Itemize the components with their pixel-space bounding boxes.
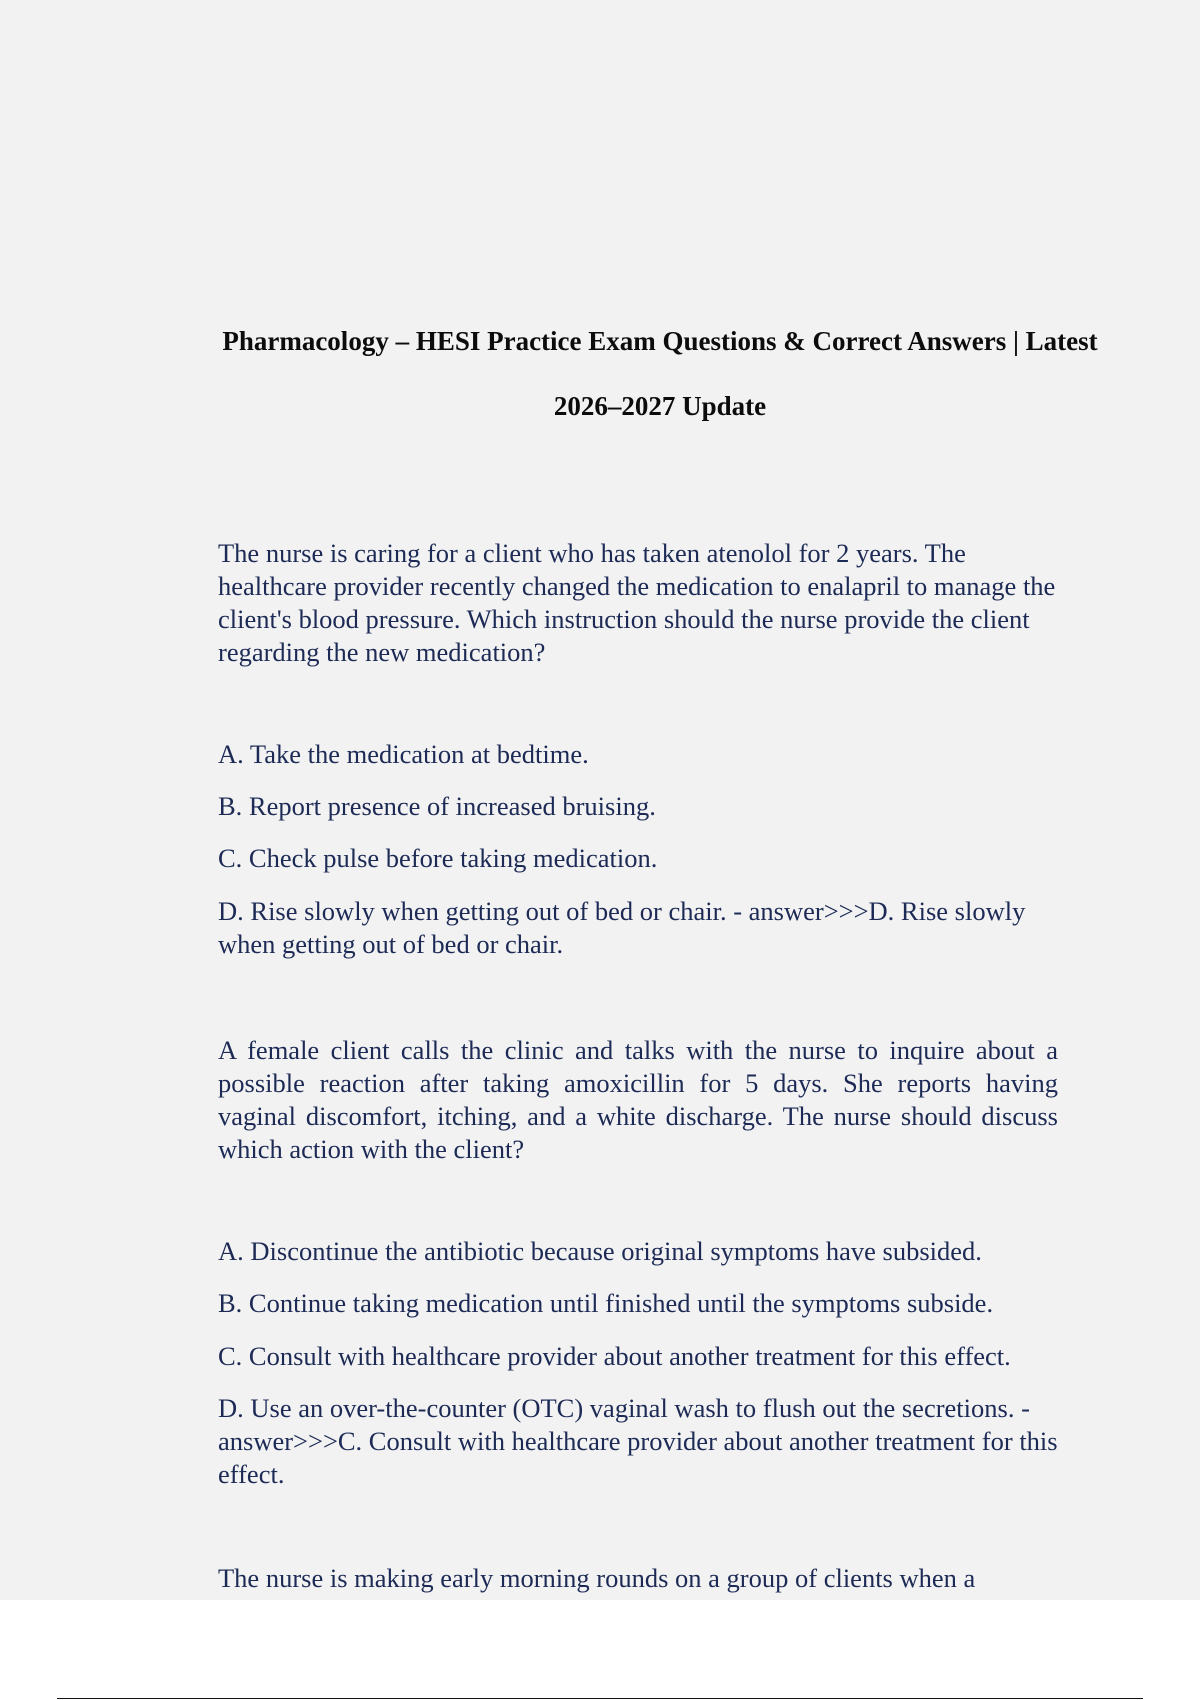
question-1-stem: The nurse is caring for a client who has taken atenolol for 2 years. The healthcare provider recently changed the medication to enalapril to manage the client's blood pressure. Which instruction should the nurse provide the client regarding the new medication?	[218, 538, 1056, 667]
question-1-option-a: A. Take the medication at bedtime.	[218, 739, 589, 769]
question-2-option-b: B. Continue taking medication until finished until the symptoms subside.	[218, 1288, 994, 1318]
question-2-option-c: C. Consult with healthcare provider about another treatment for this effect.	[218, 1341, 1011, 1371]
question-1-option-c: C. Check pulse before taking medication.	[218, 843, 658, 873]
question-2-stem: A female client calls the clinic and talks with the nurse to inquire about a possible reaction after taking amoxicillin for 5 days. She reports having vaginal discomfort, itching, and a white discharge. The nurse should discuss which action with the client?	[218, 1035, 1058, 1164]
document-title-line-1: Pharmacology – HESI Practice Exam Questions & Correct Answers | Latest	[222, 326, 1098, 356]
question-1-option-b: B. Report presence of increased bruising.	[218, 791, 656, 821]
footer-divider	[57, 1698, 1143, 1699]
question-1-option-d-answer: D. Rise slowly when getting out of bed or chair. - answer>>>D. Rise slowly when getting out of bed or chair.	[218, 896, 1026, 959]
question-2-option-a: A. Discontinue the antibiotic because original symptoms have subsided.	[218, 1236, 982, 1266]
question-3-stem: The nurse is making early morning rounds on a group of clients when a	[218, 1563, 976, 1593]
document-title-line-2: 2026–2027 Update	[553, 391, 767, 421]
question-2-option-d-answer: D. Use an over-the-counter (OTC) vaginal wash to flush out the secretions. -answer>>>C. Consult with healthcare provider about another treatment for this effect.	[218, 1393, 1058, 1489]
